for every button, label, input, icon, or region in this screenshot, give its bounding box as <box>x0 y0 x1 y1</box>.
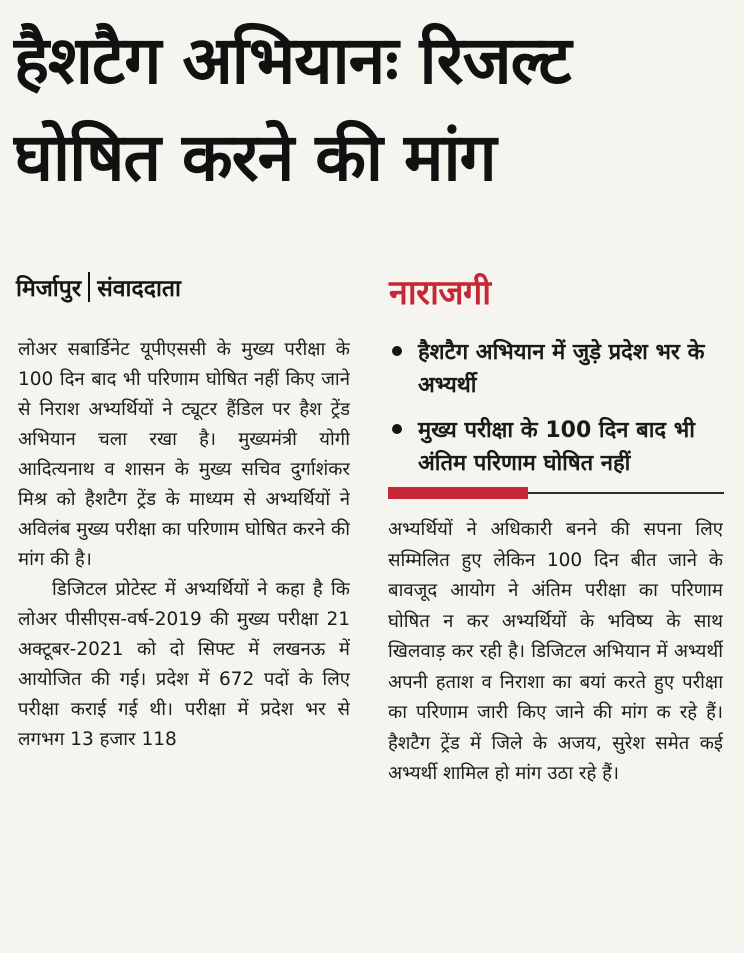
byline-reporter: संवाददाता <box>97 276 181 302</box>
highlight-item <box>388 336 724 402</box>
byline-location: मिर्जापुर <box>16 276 82 302</box>
left-paragraph-1: लोअर सबार्डिनेट यूपीएससी के मुख्य परीक्षा के 100 दिन बाद भी परिणाम घोषित नहीं किए जाने से निराश अभ्यर्थियों ने ट्यूटर हैंडिल पर हैश ट्रेंड अभियान चला रखा है। मुख्यमंत्री योगी आदित्यनाथ व शासन के मुख्य सचिव दुर्गाशंकर मिश्र को हैशटैग ट्रेंड के माध्यम से अभ्यर्थियों ने अविलंब मुख्य परीक्षा का परिणाम घोषित करने की मांग की है। <box>18 339 350 570</box>
byline <box>16 269 356 309</box>
left-paragraph-2: डिजिटल प्रोटेस्ट में अभ्यर्थियों ने कहा है कि लोअर पीसीएस-वर्ष-2019 की मुख्य परीक्षा 21 अक्टूबर-2021 को दो सिफ्ट में लखनऊ में आयोजित की गई। प्रदेश में 672 पदों के लिए परीक्षा कराई गई थी। परीक्षा में प्रदेश भर से लगभग 13 हजार 118 <box>18 579 350 750</box>
bullet-icon <box>392 346 402 356</box>
byline-divider <box>88 272 90 302</box>
highlight-item <box>388 414 724 480</box>
right-paragraph-1: अभ्यर्थियों ने अधिकारी बनने की सपना लिए सम्मिलित हुए लेकिन 100 दिन बीत जाने के बावजूद आयोग ने अंतिम परीक्षा का परिणाम घोषित न कर अभ्यर्थियों के भविष्य के साथ खिलवाड़ कर रही है। डिजिटल अभियान में अभ्यर्थी अपनी हताश व निराशा का बयां करते हुए परीक्षा का परिणाम जारी किए जाने की मांग क रहे हैं। हैशटैग ट्रेंड में जिले के अजय, सुरेश समेत कई अभ्यर्थी शामिल हो मांग उठा रहे हैं। <box>388 519 723 784</box>
bullet-icon <box>392 424 402 434</box>
section-label: नाराजगी <box>389 273 491 313</box>
section-divider-accent <box>388 487 528 499</box>
highlight-text: मुख्य परीक्षा के 100 दिन बाद भी अंतिम परिणाम घोषित नहीं <box>418 418 695 476</box>
highlights-list <box>388 336 724 492</box>
headline: हैशटैग अभियानः रिजल्ट घोषित करने की मांग <box>14 22 571 196</box>
right-column <box>388 515 723 935</box>
highlight-text: हैशटैग अभियान में जुड़े प्रदेश भर के अभ्यर्थी <box>418 340 705 398</box>
left-column <box>18 335 350 935</box>
